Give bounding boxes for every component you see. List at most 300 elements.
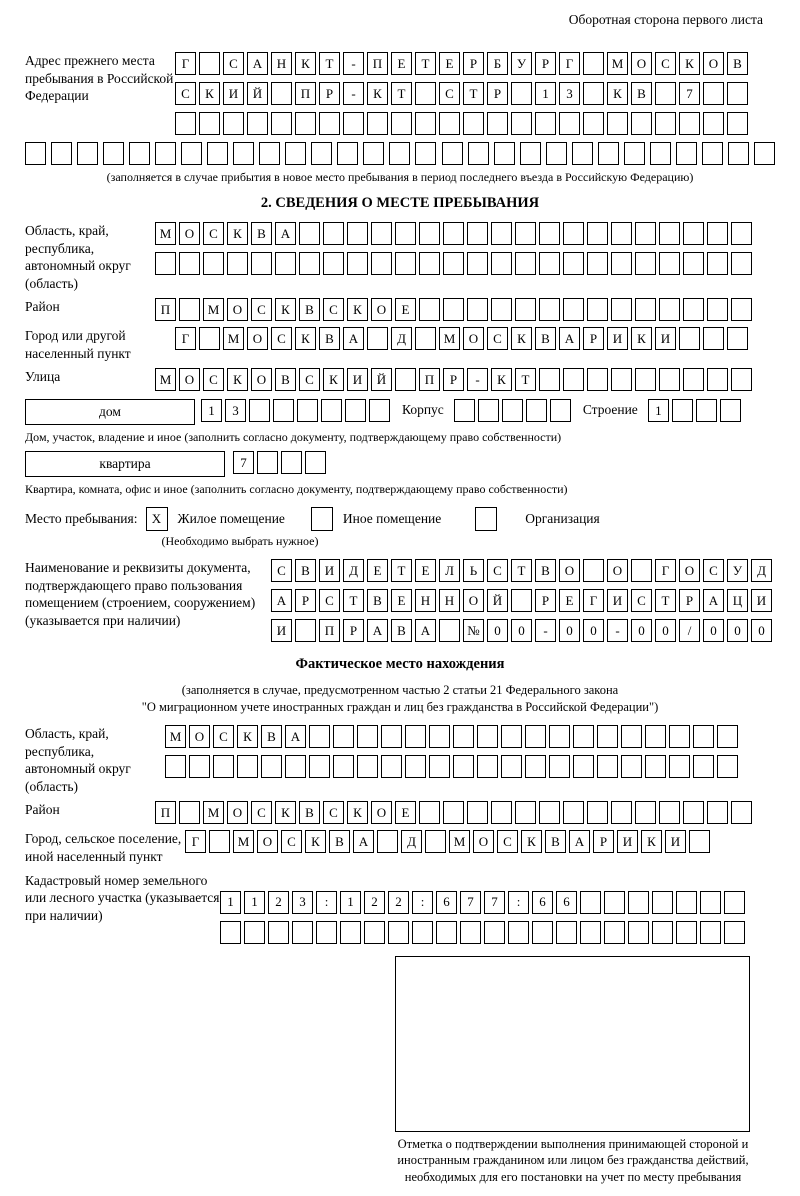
char-cell[interactable] <box>652 891 673 914</box>
char-cell[interactable] <box>525 725 546 748</box>
char-cell[interactable] <box>347 252 368 275</box>
char-cell[interactable]: Р <box>487 82 508 105</box>
char-cell[interactable] <box>754 142 775 165</box>
char-cell[interactable] <box>175 112 196 135</box>
char-cell[interactable] <box>415 142 436 165</box>
char-cell[interactable]: И <box>751 589 772 612</box>
char-cell[interactable]: Д <box>343 559 364 582</box>
char-cell[interactable] <box>559 112 580 135</box>
char-cell[interactable] <box>502 399 523 422</box>
char-cell[interactable] <box>580 921 601 944</box>
char-cell[interactable]: К <box>607 82 628 105</box>
char-cell[interactable] <box>731 298 752 321</box>
char-cell[interactable] <box>179 252 200 275</box>
char-cell[interactable] <box>311 142 332 165</box>
char-cell[interactable] <box>367 327 388 350</box>
char-cell[interactable] <box>683 801 704 824</box>
char-cell[interactable] <box>477 725 498 748</box>
char-cell[interactable] <box>689 830 710 853</box>
char-cell[interactable] <box>285 142 306 165</box>
char-cell[interactable] <box>520 142 541 165</box>
char-cell[interactable]: М <box>203 801 224 824</box>
char-cell[interactable]: Г <box>185 830 206 853</box>
char-cell[interactable] <box>526 399 547 422</box>
char-cell[interactable] <box>333 725 354 748</box>
char-cell[interactable] <box>189 755 210 778</box>
char-cell[interactable]: К <box>295 52 316 75</box>
char-cell[interactable]: - <box>535 619 556 642</box>
char-cell[interactable]: 1 <box>535 82 556 105</box>
char-cell[interactable]: Г <box>175 327 196 350</box>
char-cell[interactable] <box>645 755 666 778</box>
char-cell[interactable]: О <box>179 368 200 391</box>
char-cell[interactable]: 1 <box>220 891 241 914</box>
char-cell[interactable]: М <box>155 368 176 391</box>
char-cell[interactable] <box>587 222 608 245</box>
char-cell[interactable]: Ь <box>463 559 484 582</box>
char-cell[interactable]: С <box>497 830 518 853</box>
char-cell[interactable] <box>233 142 254 165</box>
char-cell[interactable]: О <box>473 830 494 853</box>
char-cell[interactable]: 1 <box>201 399 222 422</box>
char-cell[interactable] <box>583 52 604 75</box>
char-cell[interactable] <box>181 142 202 165</box>
char-cell[interactable] <box>309 725 330 748</box>
char-cell[interactable] <box>539 252 560 275</box>
char-cell[interactable] <box>628 921 649 944</box>
char-cell[interactable] <box>415 112 436 135</box>
char-cell[interactable]: С <box>655 52 676 75</box>
char-cell[interactable] <box>587 298 608 321</box>
char-cell[interactable]: Р <box>319 82 340 105</box>
char-cell[interactable] <box>707 222 728 245</box>
char-cell[interactable] <box>165 755 186 778</box>
char-cell[interactable] <box>563 298 584 321</box>
char-cell[interactable] <box>305 451 326 474</box>
char-cell[interactable]: С <box>299 368 320 391</box>
char-cell[interactable] <box>508 921 529 944</box>
checkbox-inoe[interactable] <box>311 507 333 531</box>
char-cell[interactable]: Т <box>415 52 436 75</box>
char-cell[interactable]: С <box>319 589 340 612</box>
char-cell[interactable] <box>583 112 604 135</box>
char-cell[interactable] <box>463 112 484 135</box>
char-cell[interactable] <box>309 755 330 778</box>
char-cell[interactable]: О <box>463 327 484 350</box>
char-cell[interactable]: - <box>607 619 628 642</box>
char-cell[interactable] <box>347 222 368 245</box>
char-cell[interactable] <box>731 801 752 824</box>
char-cell[interactable] <box>587 368 608 391</box>
char-cell[interactable] <box>429 755 450 778</box>
char-cell[interactable]: Б <box>487 52 508 75</box>
char-cell[interactable]: С <box>323 298 344 321</box>
char-cell[interactable]: Д <box>391 327 412 350</box>
char-cell[interactable] <box>467 222 488 245</box>
char-cell[interactable]: В <box>261 725 282 748</box>
char-cell[interactable]: М <box>449 830 470 853</box>
char-cell[interactable] <box>179 298 200 321</box>
char-cell[interactable]: С <box>213 725 234 748</box>
char-cell[interactable] <box>724 891 745 914</box>
char-cell[interactable]: Р <box>679 589 700 612</box>
char-cell[interactable] <box>443 222 464 245</box>
char-cell[interactable]: Е <box>559 589 580 612</box>
char-cell[interactable] <box>635 222 656 245</box>
char-cell[interactable] <box>207 142 228 165</box>
char-cell[interactable]: А <box>285 725 306 748</box>
char-cell[interactable] <box>388 921 409 944</box>
char-cell[interactable] <box>583 82 604 105</box>
char-cell[interactable]: М <box>155 222 176 245</box>
char-cell[interactable]: К <box>227 368 248 391</box>
char-cell[interactable] <box>532 921 553 944</box>
char-cell[interactable]: С <box>281 830 302 853</box>
char-cell[interactable] <box>369 399 390 422</box>
char-cell[interactable] <box>573 725 594 748</box>
char-cell[interactable] <box>273 399 294 422</box>
char-cell[interactable]: Т <box>319 52 340 75</box>
char-cell[interactable] <box>467 298 488 321</box>
char-cell[interactable]: А <box>275 222 296 245</box>
char-cell[interactable] <box>491 222 512 245</box>
char-cell[interactable] <box>724 921 745 944</box>
char-cell[interactable] <box>515 298 536 321</box>
char-cell[interactable] <box>491 298 512 321</box>
char-cell[interactable]: О <box>463 589 484 612</box>
char-cell[interactable] <box>611 298 632 321</box>
char-cell[interactable]: Г <box>583 589 604 612</box>
char-cell[interactable]: К <box>491 368 512 391</box>
char-cell[interactable]: 1 <box>340 891 361 914</box>
char-cell[interactable]: 0 <box>703 619 724 642</box>
char-cell[interactable]: О <box>559 559 580 582</box>
char-cell[interactable] <box>203 252 224 275</box>
char-cell[interactable]: 2 <box>388 891 409 914</box>
char-cell[interactable]: А <box>271 589 292 612</box>
char-cell[interactable] <box>391 112 412 135</box>
char-cell[interactable]: - <box>467 368 488 391</box>
char-cell[interactable]: Р <box>343 619 364 642</box>
char-cell[interactable] <box>631 112 652 135</box>
char-cell[interactable]: У <box>727 559 748 582</box>
char-cell[interactable]: С <box>487 327 508 350</box>
char-cell[interactable]: Ц <box>727 589 748 612</box>
char-cell[interactable] <box>412 921 433 944</box>
char-cell[interactable]: 1 <box>244 891 265 914</box>
char-cell[interactable] <box>549 725 570 748</box>
char-cell[interactable] <box>727 327 748 350</box>
char-cell[interactable]: П <box>295 82 316 105</box>
char-cell[interactable]: В <box>319 327 340 350</box>
char-cell[interactable] <box>299 252 320 275</box>
char-cell[interactable] <box>251 252 272 275</box>
char-cell[interactable] <box>525 755 546 778</box>
char-cell[interactable] <box>323 252 344 275</box>
char-cell[interactable] <box>345 399 366 422</box>
char-cell[interactable] <box>395 222 416 245</box>
char-cell[interactable]: К <box>631 327 652 350</box>
char-cell[interactable]: Р <box>463 52 484 75</box>
char-cell[interactable] <box>295 619 316 642</box>
char-cell[interactable] <box>453 725 474 748</box>
char-cell[interactable] <box>659 252 680 275</box>
char-cell[interactable]: Т <box>391 82 412 105</box>
char-cell[interactable] <box>371 252 392 275</box>
char-cell[interactable]: Д <box>401 830 422 853</box>
char-cell[interactable] <box>604 891 625 914</box>
char-cell[interactable] <box>717 755 738 778</box>
char-cell[interactable]: К <box>275 298 296 321</box>
char-cell[interactable] <box>257 451 278 474</box>
char-cell[interactable] <box>155 142 176 165</box>
char-cell[interactable] <box>259 142 280 165</box>
char-cell[interactable] <box>343 112 364 135</box>
char-cell[interactable]: О <box>371 801 392 824</box>
char-cell[interactable]: Г <box>175 52 196 75</box>
char-cell[interactable] <box>199 112 220 135</box>
char-cell[interactable]: И <box>347 368 368 391</box>
char-cell[interactable]: С <box>223 52 244 75</box>
char-cell[interactable] <box>494 142 515 165</box>
char-cell[interactable] <box>511 112 532 135</box>
char-cell[interactable] <box>443 801 464 824</box>
char-cell[interactable] <box>484 921 505 944</box>
char-cell[interactable]: 0 <box>583 619 604 642</box>
char-cell[interactable]: Е <box>395 801 416 824</box>
char-cell[interactable]: И <box>607 589 628 612</box>
char-cell[interactable]: И <box>617 830 638 853</box>
char-cell[interactable] <box>635 368 656 391</box>
char-cell[interactable]: Е <box>395 298 416 321</box>
char-cell[interactable] <box>268 921 289 944</box>
char-cell[interactable]: Й <box>371 368 392 391</box>
char-cell[interactable]: К <box>295 327 316 350</box>
char-cell[interactable]: К <box>323 368 344 391</box>
char-cell[interactable] <box>275 252 296 275</box>
char-cell[interactable] <box>377 830 398 853</box>
char-cell[interactable]: Д <box>751 559 772 582</box>
char-cell[interactable] <box>271 82 292 105</box>
char-cell[interactable] <box>223 112 244 135</box>
char-cell[interactable]: Р <box>535 52 556 75</box>
char-cell[interactable] <box>295 112 316 135</box>
checkbox-organizatsiya[interactable] <box>475 507 497 531</box>
char-cell[interactable]: О <box>679 559 700 582</box>
char-cell[interactable]: 0 <box>655 619 676 642</box>
char-cell[interactable] <box>419 298 440 321</box>
char-cell[interactable] <box>321 399 342 422</box>
char-cell[interactable] <box>597 725 618 748</box>
char-cell[interactable] <box>628 891 649 914</box>
char-cell[interactable]: М <box>223 327 244 350</box>
char-cell[interactable]: К <box>227 222 248 245</box>
char-cell[interactable] <box>405 755 426 778</box>
char-cell[interactable]: : <box>316 891 337 914</box>
char-cell[interactable]: 6 <box>556 891 577 914</box>
char-cell[interactable] <box>340 921 361 944</box>
char-cell[interactable] <box>607 112 628 135</box>
char-cell[interactable] <box>676 142 697 165</box>
char-cell[interactable] <box>381 755 402 778</box>
char-cell[interactable] <box>549 755 570 778</box>
char-cell[interactable]: С <box>203 368 224 391</box>
char-cell[interactable]: Н <box>415 589 436 612</box>
char-cell[interactable]: Т <box>463 82 484 105</box>
char-cell[interactable] <box>501 725 522 748</box>
char-cell[interactable] <box>550 399 571 422</box>
char-cell[interactable]: В <box>631 82 652 105</box>
char-cell[interactable] <box>333 755 354 778</box>
char-cell[interactable]: / <box>679 619 700 642</box>
char-cell[interactable] <box>693 755 714 778</box>
char-cell[interactable]: В <box>535 327 556 350</box>
char-cell[interactable]: К <box>305 830 326 853</box>
char-cell[interactable] <box>515 252 536 275</box>
char-cell[interactable] <box>672 399 693 422</box>
char-cell[interactable]: В <box>251 222 272 245</box>
char-cell[interactable]: 3 <box>292 891 313 914</box>
char-cell[interactable]: 0 <box>631 619 652 642</box>
char-cell[interactable] <box>389 142 410 165</box>
char-cell[interactable]: Н <box>271 52 292 75</box>
char-cell[interactable]: А <box>703 589 724 612</box>
char-cell[interactable]: О <box>257 830 278 853</box>
char-cell[interactable]: В <box>329 830 350 853</box>
char-cell[interactable] <box>727 112 748 135</box>
char-cell[interactable]: Н <box>439 589 460 612</box>
char-cell[interactable] <box>604 921 625 944</box>
char-cell[interactable] <box>443 252 464 275</box>
char-cell[interactable] <box>655 82 676 105</box>
char-cell[interactable] <box>635 801 656 824</box>
char-cell[interactable] <box>442 142 463 165</box>
char-cell[interactable]: 7 <box>679 82 700 105</box>
char-cell[interactable]: 6 <box>532 891 553 914</box>
char-cell[interactable]: А <box>559 327 580 350</box>
char-cell[interactable]: М <box>607 52 628 75</box>
char-cell[interactable] <box>419 222 440 245</box>
char-cell[interactable]: О <box>607 559 628 582</box>
char-cell[interactable]: А <box>367 619 388 642</box>
char-cell[interactable]: Т <box>391 559 412 582</box>
char-cell[interactable] <box>453 755 474 778</box>
char-cell[interactable] <box>285 755 306 778</box>
char-cell[interactable] <box>535 112 556 135</box>
char-cell[interactable] <box>460 921 481 944</box>
char-cell[interactable]: М <box>165 725 186 748</box>
char-cell[interactable]: О <box>179 222 200 245</box>
char-cell[interactable] <box>363 142 384 165</box>
char-cell[interactable]: Й <box>247 82 268 105</box>
char-cell[interactable]: М <box>233 830 254 853</box>
char-cell[interactable] <box>587 801 608 824</box>
char-cell[interactable]: В <box>545 830 566 853</box>
char-cell[interactable] <box>659 222 680 245</box>
char-cell[interactable]: 7 <box>484 891 505 914</box>
char-cell[interactable] <box>381 725 402 748</box>
char-cell[interactable]: С <box>703 559 724 582</box>
char-cell[interactable] <box>425 830 446 853</box>
char-cell[interactable] <box>635 252 656 275</box>
char-cell[interactable]: К <box>511 327 532 350</box>
char-cell[interactable] <box>478 399 499 422</box>
char-cell[interactable]: К <box>237 725 258 748</box>
char-cell[interactable]: О <box>189 725 210 748</box>
char-cell[interactable] <box>357 725 378 748</box>
char-cell[interactable]: И <box>223 82 244 105</box>
char-cell[interactable]: О <box>247 327 268 350</box>
char-cell[interactable] <box>395 252 416 275</box>
char-cell[interactable] <box>679 327 700 350</box>
char-cell[interactable]: О <box>251 368 272 391</box>
char-cell[interactable]: 7 <box>233 451 254 474</box>
char-cell[interactable]: Т <box>511 559 532 582</box>
char-cell[interactable] <box>487 112 508 135</box>
char-cell[interactable]: П <box>319 619 340 642</box>
char-cell[interactable] <box>572 142 593 165</box>
char-cell[interactable] <box>707 368 728 391</box>
char-cell[interactable]: К <box>199 82 220 105</box>
char-cell[interactable] <box>515 222 536 245</box>
char-cell[interactable] <box>25 142 46 165</box>
char-cell[interactable]: О <box>703 52 724 75</box>
char-cell[interactable] <box>707 801 728 824</box>
char-cell[interactable] <box>683 368 704 391</box>
char-cell[interactable]: Р <box>443 368 464 391</box>
char-cell[interactable] <box>511 589 532 612</box>
char-cell[interactable]: Г <box>655 559 676 582</box>
char-cell[interactable]: А <box>343 327 364 350</box>
char-cell[interactable] <box>683 222 704 245</box>
char-cell[interactable] <box>261 755 282 778</box>
char-cell[interactable] <box>573 755 594 778</box>
char-cell[interactable]: П <box>155 801 176 824</box>
char-cell[interactable] <box>297 399 318 422</box>
char-cell[interactable]: К <box>347 801 368 824</box>
char-cell[interactable] <box>611 222 632 245</box>
char-cell[interactable]: 0 <box>559 619 580 642</box>
char-cell[interactable] <box>707 298 728 321</box>
char-cell[interactable]: Е <box>415 559 436 582</box>
char-cell[interactable]: П <box>419 368 440 391</box>
char-cell[interactable] <box>669 725 690 748</box>
char-cell[interactable]: А <box>415 619 436 642</box>
char-cell[interactable]: С <box>271 327 292 350</box>
char-cell[interactable] <box>611 252 632 275</box>
char-cell[interactable] <box>676 891 697 914</box>
char-cell[interactable]: 0 <box>727 619 748 642</box>
char-cell[interactable]: Е <box>391 589 412 612</box>
char-cell[interactable] <box>323 222 344 245</box>
checkbox-zhiloe[interactable]: X <box>146 507 168 531</box>
char-cell[interactable] <box>467 801 488 824</box>
char-cell[interactable]: С <box>439 82 460 105</box>
char-cell[interactable]: С <box>271 559 292 582</box>
char-cell[interactable] <box>491 801 512 824</box>
char-cell[interactable] <box>371 222 392 245</box>
char-cell[interactable] <box>439 112 460 135</box>
char-cell[interactable] <box>655 112 676 135</box>
char-cell[interactable]: К <box>347 298 368 321</box>
char-cell[interactable] <box>415 82 436 105</box>
char-cell[interactable] <box>439 619 460 642</box>
char-cell[interactable] <box>454 399 475 422</box>
char-cell[interactable]: С <box>251 298 272 321</box>
char-cell[interactable]: Т <box>515 368 536 391</box>
char-cell[interactable]: С <box>323 801 344 824</box>
char-cell[interactable]: 3 <box>225 399 246 422</box>
